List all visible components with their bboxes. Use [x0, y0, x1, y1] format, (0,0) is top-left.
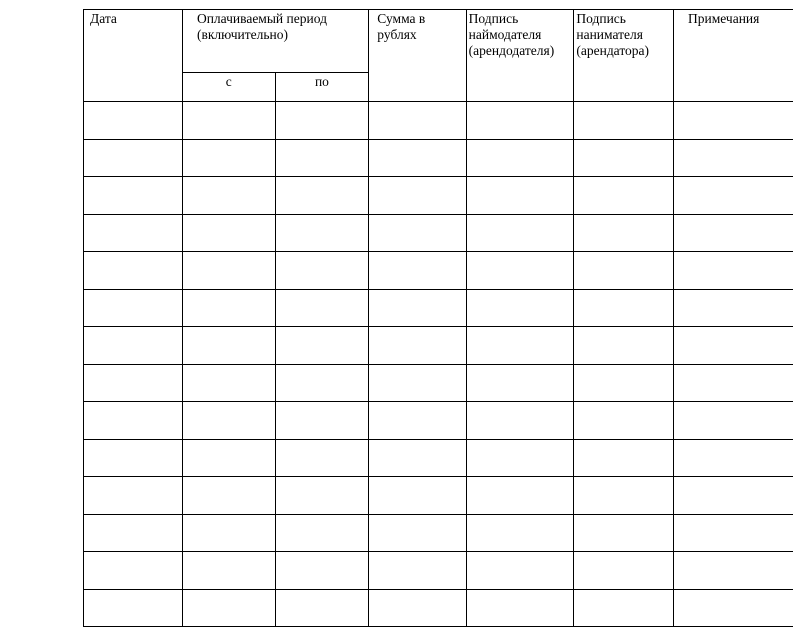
header-date [84, 10, 183, 102]
cell-notes [673, 439, 793, 477]
cell-period-from [182, 214, 275, 252]
cell-tenant-signature [574, 552, 674, 590]
cell-tenant-signature [574, 402, 674, 440]
cell-date [84, 327, 183, 365]
cell-amount [369, 327, 466, 365]
table-row [84, 289, 793, 327]
cell-period-to [275, 139, 369, 177]
header-tenant-line3: (арендатора) [576, 43, 650, 58]
cell-period-to [275, 177, 369, 215]
header-landlord-line3: (арендодателя) [468, 43, 555, 58]
cell-period-from [182, 514, 275, 552]
payment-record-table [83, 9, 793, 627]
cell-notes [673, 102, 793, 140]
header-tenant-line2: нанимателя [576, 27, 643, 42]
cell-period-from [182, 402, 275, 440]
cell-landlord-signature [466, 102, 574, 140]
table-row [84, 514, 793, 552]
cell-date [84, 364, 183, 402]
header-tenant-line1: Подпись [576, 11, 626, 26]
header-landlord-signature [466, 10, 574, 102]
cell-landlord-signature [466, 327, 574, 365]
cell-tenant-signature [574, 327, 674, 365]
cell-period-to [275, 289, 369, 327]
cell-date [84, 102, 183, 140]
cell-notes [673, 327, 793, 365]
header-period-to [275, 73, 369, 102]
table-row [84, 552, 793, 590]
table-row [84, 102, 793, 140]
cell-amount [369, 214, 466, 252]
table-body [84, 102, 793, 627]
cell-tenant-signature [574, 514, 674, 552]
cell-landlord-signature [466, 402, 574, 440]
cell-tenant-signature [574, 364, 674, 402]
cell-landlord-signature [466, 439, 574, 477]
cell-amount [369, 589, 466, 627]
table-row [84, 252, 793, 290]
cell-notes [673, 402, 793, 440]
cell-landlord-signature [466, 252, 574, 290]
cell-period-from [182, 252, 275, 290]
cell-notes [673, 252, 793, 290]
cell-period-to [275, 327, 369, 365]
cell-amount [369, 177, 466, 215]
header-period-to-label: по [314, 74, 329, 89]
cell-period-to [275, 364, 369, 402]
cell-date [84, 552, 183, 590]
header-period-line2: (включительно) [196, 27, 288, 42]
cell-date [84, 139, 183, 177]
cell-amount [369, 289, 466, 327]
cell-amount [369, 477, 466, 515]
header-amount-line2: рублях [377, 27, 417, 42]
cell-period-from [182, 327, 275, 365]
cell-notes [673, 552, 793, 590]
cell-landlord-signature [466, 139, 574, 177]
cell-date [84, 477, 183, 515]
header-landlord-line1: Подпись [468, 11, 519, 26]
cell-landlord-signature [466, 364, 574, 402]
cell-period-from [182, 364, 275, 402]
cell-landlord-signature [466, 552, 574, 590]
cell-period-to [275, 477, 369, 515]
header-period-from-label: с [225, 74, 232, 89]
header-paid-period [182, 10, 368, 73]
cell-period-to [275, 589, 369, 627]
cell-amount [369, 514, 466, 552]
table-row [84, 439, 793, 477]
cell-notes [673, 514, 793, 552]
cell-period-from [182, 139, 275, 177]
cell-period-to [275, 214, 369, 252]
cell-tenant-signature [574, 289, 674, 327]
table-row [84, 477, 793, 515]
cell-period-from [182, 177, 275, 215]
cell-landlord-signature [466, 177, 574, 215]
cell-period-to [275, 514, 369, 552]
cell-tenant-signature [574, 214, 674, 252]
table-row [84, 214, 793, 252]
cell-period-from [182, 552, 275, 590]
cell-amount [369, 139, 466, 177]
cell-tenant-signature [574, 177, 674, 215]
cell-notes [673, 177, 793, 215]
cell-date [84, 589, 183, 627]
header-tenant-signature [574, 10, 674, 102]
cell-date [84, 402, 183, 440]
cell-period-to [275, 102, 369, 140]
cell-landlord-signature [466, 589, 574, 627]
cell-landlord-signature [466, 477, 574, 515]
cell-amount [369, 439, 466, 477]
cell-amount [369, 402, 466, 440]
cell-tenant-signature [574, 477, 674, 515]
cell-notes [673, 477, 793, 515]
cell-amount [369, 364, 466, 402]
cell-date [84, 289, 183, 327]
cell-amount [369, 102, 466, 140]
cell-period-from [182, 102, 275, 140]
cell-period-to [275, 439, 369, 477]
cell-amount [369, 252, 466, 290]
cell-period-from [182, 289, 275, 327]
cell-notes [673, 214, 793, 252]
header-amount [369, 10, 466, 102]
header-amount-line1: Сумма в [377, 11, 426, 26]
header-notes-label: Примечания [687, 11, 760, 26]
cell-tenant-signature [574, 589, 674, 627]
table-row [84, 139, 793, 177]
table-row [84, 364, 793, 402]
cell-date [84, 514, 183, 552]
header-notes [673, 10, 793, 102]
cell-period-from [182, 439, 275, 477]
header-period-from [182, 73, 275, 102]
cell-tenant-signature [574, 139, 674, 177]
cell-date [84, 214, 183, 252]
cell-tenant-signature [574, 252, 674, 290]
cell-notes [673, 589, 793, 627]
cell-landlord-signature [466, 289, 574, 327]
cell-period-to [275, 402, 369, 440]
table-row [84, 589, 793, 627]
cell-amount [369, 552, 466, 590]
cell-landlord-signature [466, 214, 574, 252]
table-row [84, 402, 793, 440]
cell-tenant-signature [574, 439, 674, 477]
header-period-line1: Оплачиваемый период [196, 11, 327, 26]
header-date-label: Дата [90, 11, 117, 26]
cell-date [84, 439, 183, 477]
cell-tenant-signature [574, 102, 674, 140]
cell-period-from [182, 477, 275, 515]
table-row [84, 327, 793, 365]
cell-landlord-signature [466, 514, 574, 552]
cell-period-to [275, 252, 369, 290]
table-header [84, 10, 793, 102]
cell-date [84, 252, 183, 290]
table-row [84, 177, 793, 215]
header-landlord-line2: наймодателя [468, 27, 542, 42]
cell-period-from [182, 589, 275, 627]
cell-notes [673, 364, 793, 402]
cell-notes [673, 289, 793, 327]
cell-date [84, 177, 183, 215]
cell-notes [673, 139, 793, 177]
cell-period-to [275, 552, 369, 590]
